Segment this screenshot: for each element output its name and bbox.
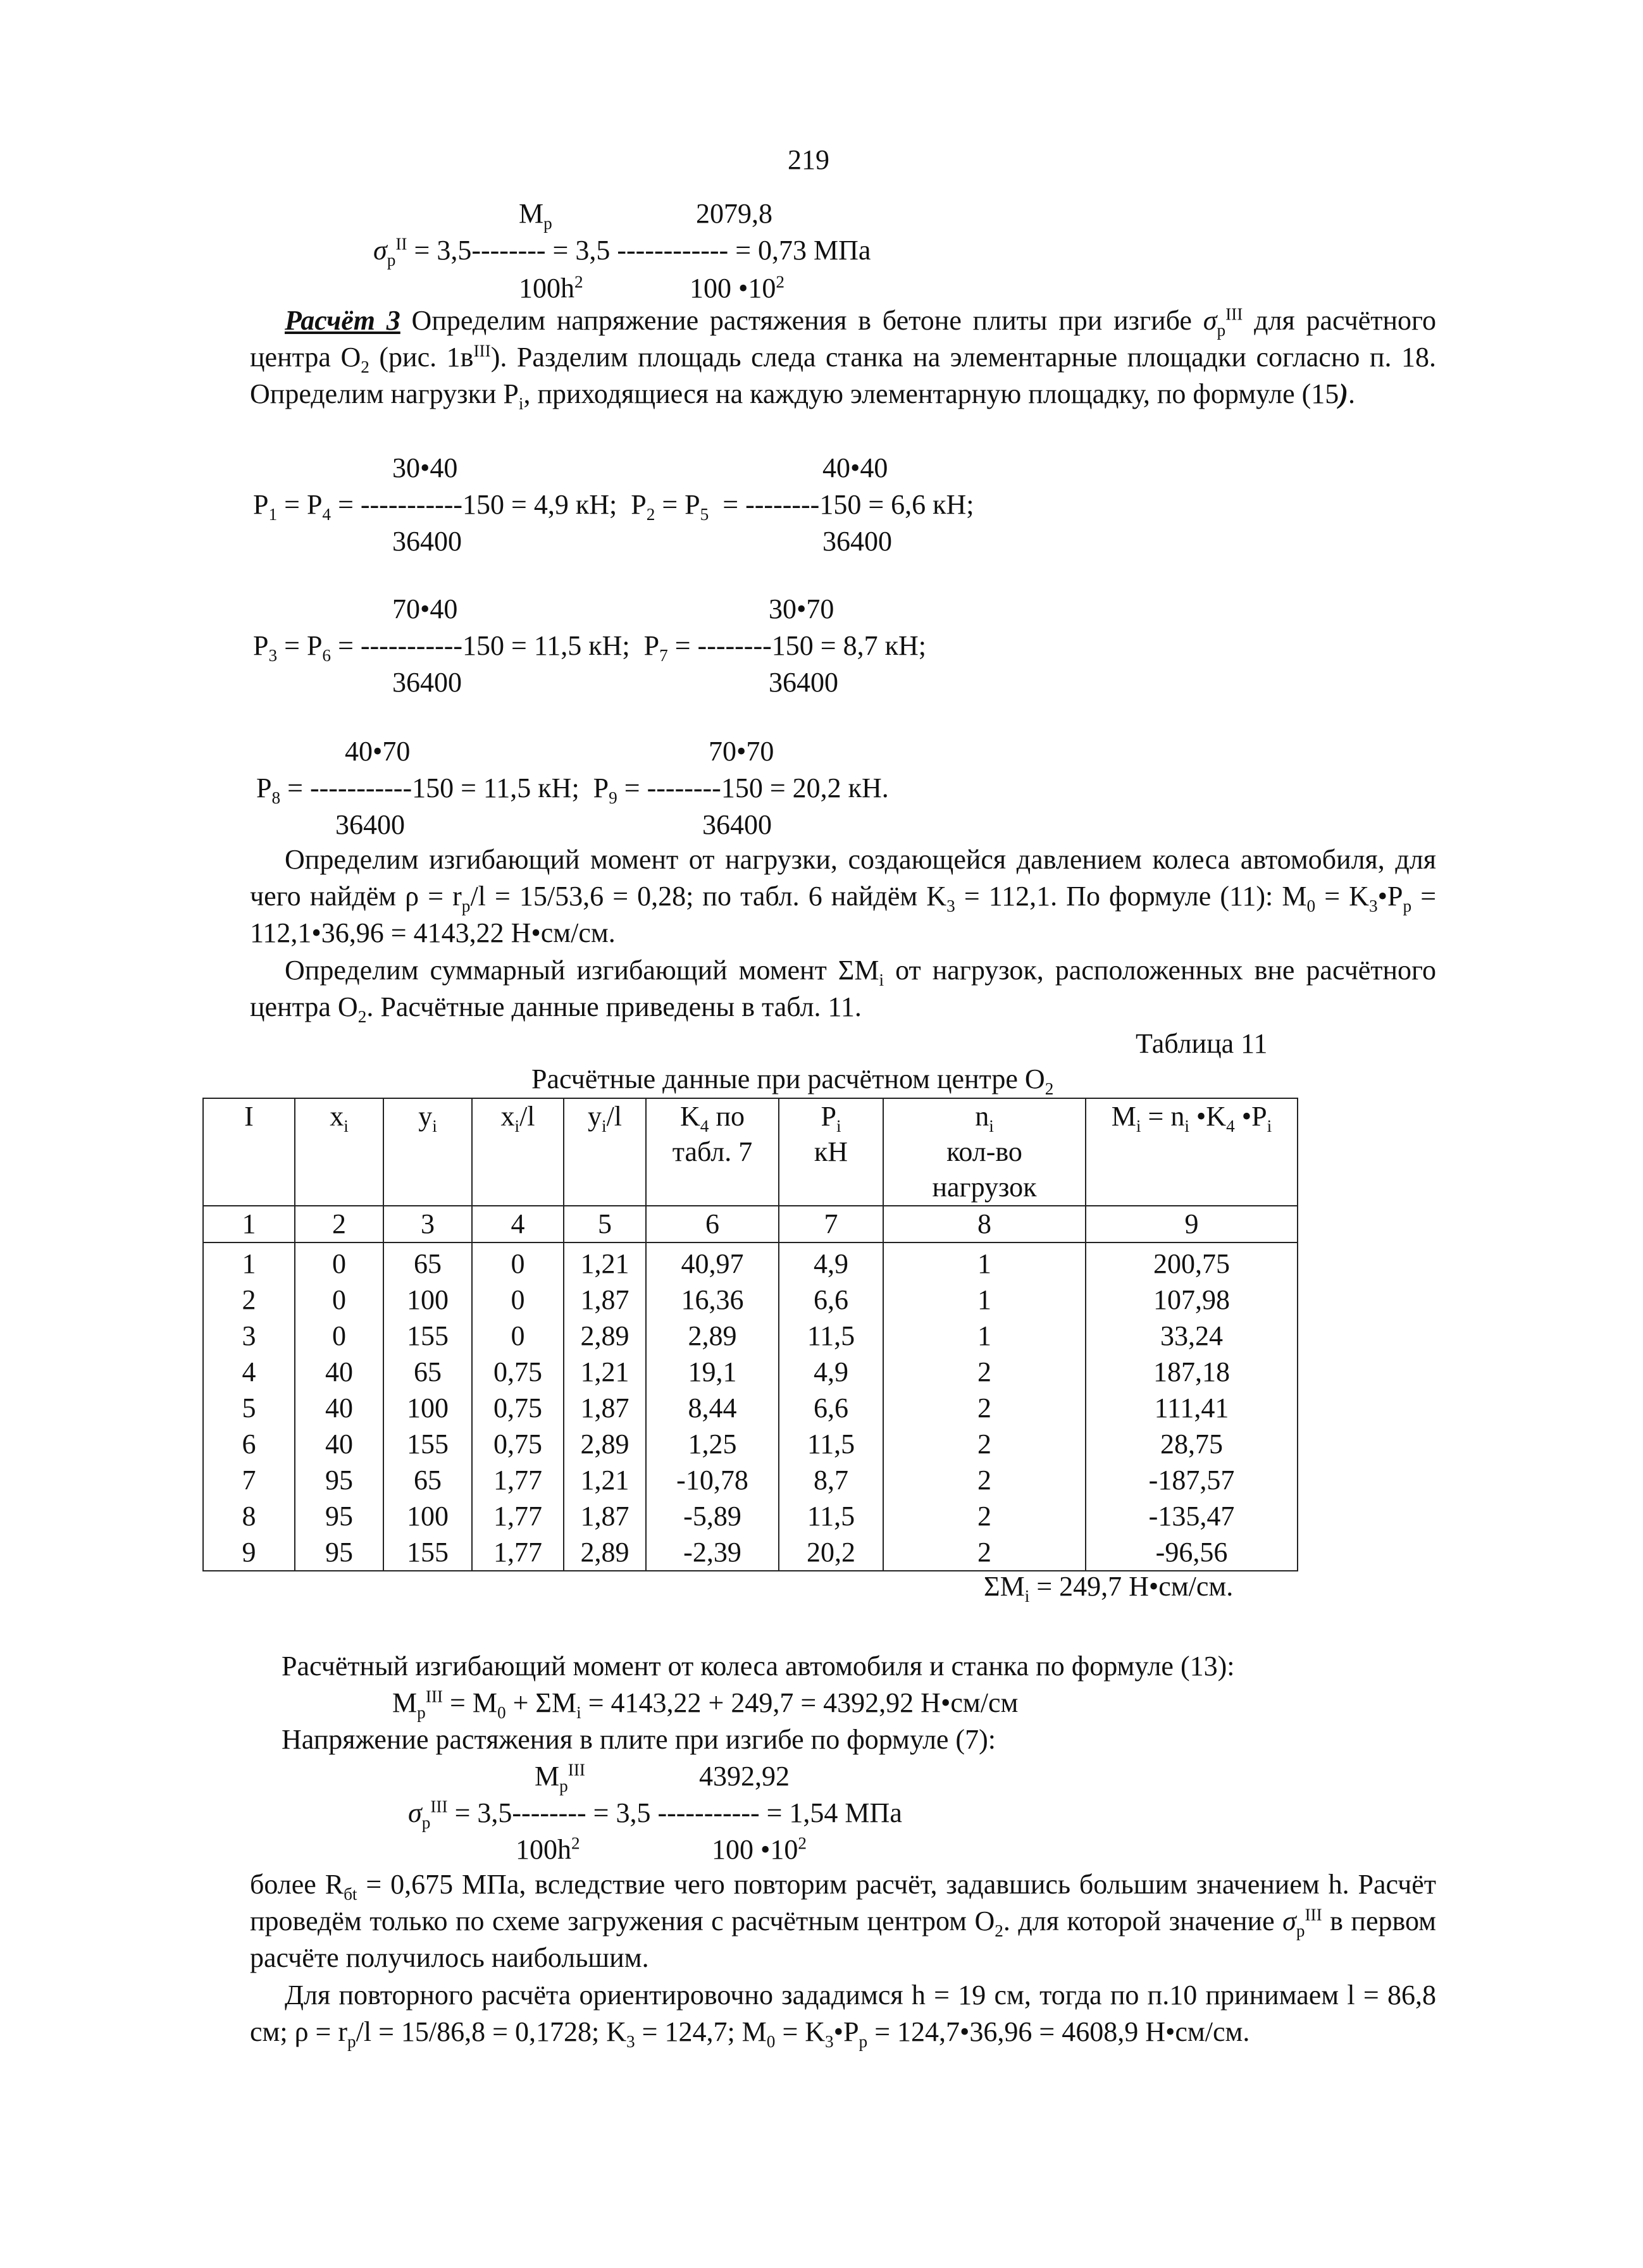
table-cell: 1,87 (564, 1498, 646, 1534)
formula-numerator: 40•70 (345, 736, 411, 767)
formula-numerator: $M_p^{III}$ (535, 1760, 586, 1795)
formula-numerator: 70•40 (392, 593, 458, 624)
table-cell: 8,7 (779, 1462, 883, 1498)
table-cell: 1,25 (646, 1426, 779, 1462)
calc3-heading: Расчёт 3 (285, 305, 400, 336)
table-label: Таблица 11 (1136, 1028, 1268, 1059)
table-row (203, 1390, 1298, 1426)
formula-denominator: 36400 (392, 526, 462, 557)
table-cell: 1,77 (472, 1534, 564, 1571)
formula-denominator: 100 $•10^2$ (712, 1833, 807, 1865)
table-cell: 0 (472, 1318, 564, 1354)
formula-denominator: 36400 (392, 667, 462, 698)
paragraph-design: Расчётный изгибающий момент от колеса автомобиля и станка по формуле (13): (282, 1651, 1235, 1682)
table-row (203, 1282, 1298, 1318)
formula-denominator: 36400 (702, 809, 772, 840)
table-cell: 1,87 (564, 1390, 646, 1426)
table-cell: 107,98 (1086, 1282, 1298, 1318)
table-cell: 2,89 (646, 1318, 779, 1354)
table-total: $\Sigma M_i = 249,7$ Н•см/см. (984, 1571, 1234, 1606)
table-header-cell: $P_i$ кН (779, 1098, 883, 1206)
formula-numerator: 70•70 (709, 736, 774, 767)
table-cell: 2 (883, 1390, 1086, 1426)
table-cell: 11,5 (779, 1318, 883, 1354)
table-cell: 0 (472, 1282, 564, 1318)
table-cell: 0 (472, 1242, 564, 1282)
table-cell: 0,75 (472, 1426, 564, 1462)
table-row (203, 1318, 1298, 1354)
formula-numerator: $M_p$ (519, 198, 552, 233)
table-cell: 40 (295, 1426, 383, 1462)
table-cell: 5 (203, 1390, 295, 1426)
table-cell: 4 (203, 1354, 295, 1390)
table-header-cell: $x_i/l$ (472, 1098, 564, 1206)
table-cell: 1 (203, 1242, 295, 1282)
table-cell: 9 (203, 1534, 295, 1571)
formula-line: $P_3 = P_6 = -----------150 = 11,5$ кН; $P_7 = --------150 = 8,7$ кН; (253, 630, 926, 665)
table-cell: 0 (295, 1282, 383, 1318)
table-cell: 0,75 (472, 1390, 564, 1426)
formula-line: $\sigma_p^{II} = 3,5-------- = 3,5$ ------------ = 0,73 МПа (373, 234, 871, 270)
table-cell: 3 (383, 1206, 472, 1242)
table-row (203, 1426, 1298, 1462)
table-cell: 2,89 (564, 1426, 646, 1462)
paragraph-stress: Напряжение растяжения в плите при изгибе по формуле (7): (282, 1724, 996, 1755)
table-row (203, 1498, 1298, 1534)
formula-denominator: $100h^2$ (519, 272, 583, 304)
formula-denominator: 100 $•10^2$ (690, 272, 785, 304)
formula-denominator: $100h^2$ (516, 1833, 580, 1865)
table-row (203, 1534, 1298, 1571)
table-cell: 0 (295, 1242, 383, 1282)
table-cell: 1,21 (564, 1462, 646, 1498)
table-cell: -187,57 (1086, 1462, 1298, 1498)
table-cell: 40 (295, 1390, 383, 1426)
table-cell: 65 (383, 1462, 472, 1498)
table-cell: 33,24 (1086, 1318, 1298, 1354)
table-cell: 65 (383, 1242, 472, 1282)
table-cell: 155 (383, 1318, 472, 1354)
table-cell: 1 (203, 1206, 295, 1242)
table-row (203, 1462, 1298, 1498)
table-cell: 8 (883, 1206, 1086, 1242)
table-column-numbers (203, 1206, 1298, 1242)
table-cell: 4,9 (779, 1242, 883, 1282)
table-cell: 5 (564, 1206, 646, 1242)
table-header-cell: $y_i/l$ (564, 1098, 646, 1206)
formula-numerator: 2079,8 (696, 198, 772, 229)
table-cell: 100 (383, 1390, 472, 1426)
table-row (203, 1242, 1298, 1282)
table-header-cell: $x_i$ (295, 1098, 383, 1206)
table-cell: 11,5 (779, 1426, 883, 1462)
table-cell: 95 (295, 1462, 383, 1498)
table-cell: 1 (883, 1242, 1086, 1282)
table-cell: 28,75 (1086, 1426, 1298, 1462)
table-cell: 1 (883, 1282, 1086, 1318)
table-header-cell: $n_i$ кол-во нагрузок (883, 1098, 1086, 1206)
table-cell: 155 (383, 1534, 472, 1571)
table-cell: 0 (295, 1318, 383, 1354)
formula-line: $P_1 = P_4 = -----------150 = 4,9$ кН; $P_2 = P_5 = --------150 = 6,6$ кН; (253, 489, 974, 524)
table-cell: 2,89 (564, 1534, 646, 1571)
table-cell: 6,6 (779, 1390, 883, 1426)
table-cell: 111,41 (1086, 1390, 1298, 1426)
table-header-row (203, 1098, 1298, 1206)
table-cell: -5,89 (646, 1498, 779, 1534)
table-cell: 2 (883, 1426, 1086, 1462)
table-cell: 7 (779, 1206, 883, 1242)
page-number: 219 (788, 144, 829, 175)
table-header-cell: I (203, 1098, 295, 1206)
paragraph-repeat: Для повторного расчёта ориентировочно зададимся h = 19 см, тогда по п.10 принимаем l = 86,8 см; $\rho = r_p/l = 15/86,8 = 0,1728$; $K_3 = 124,7$; $M_0$ = $K_3•P_p$ = 124,7•36,96 = 4608,9 Н•см/см. (250, 1980, 1436, 2051)
table-cell: 100 (383, 1282, 472, 1318)
table-cell: 20,2 (779, 1534, 883, 1571)
formula-numerator: 30•70 (769, 593, 834, 624)
table-cell: 19,1 (646, 1354, 779, 1390)
table-cell: 100 (383, 1498, 472, 1534)
table-caption: Расчётные данные при расчётном центре $O_2$ (531, 1063, 1054, 1098)
table-cell: 6 (203, 1426, 295, 1462)
table-cell: 2 (295, 1206, 383, 1242)
table-cell: 200,75 (1086, 1242, 1298, 1282)
formula-numerator: 4392,92 (699, 1761, 790, 1792)
table-cell: 4,9 (779, 1354, 883, 1390)
paragraph-moment: Определим изгибающий момент от нагрузки, создающейся давлением колеса автомобиля, для чего найдём $\rho = r_p/l = 15/53,6 = 0,28$; по табл. 6 найдём $K_3 = 112,1$. По формуле (11): $M_0$ = $K_3•P_p$ = 112,1•36,96 = 4143,22 Н•см/см. (250, 844, 1437, 948)
table-cell: 95 (295, 1498, 383, 1534)
table-cell: 1,77 (472, 1498, 564, 1534)
table-cell: 187,18 (1086, 1354, 1298, 1390)
table-cell: 0,75 (472, 1354, 564, 1390)
table-cell: 155 (383, 1426, 472, 1462)
table-cell: 1,87 (564, 1282, 646, 1318)
table-cell: 16,36 (646, 1282, 779, 1318)
formula-design-moment: $M_p^{III} = M_0 + \Sigma M_i = 4143,22 + 249,7 = 4392,92$ Н•см/см (392, 1687, 1019, 1722)
table-cell: 1,21 (564, 1242, 646, 1282)
table-cell: 4 (472, 1206, 564, 1242)
table-cell: 1 (883, 1318, 1086, 1354)
formula-line: $\sigma_p^{III} = 3,5-------- = 3,5$ ----------- = 1,54 МПа (408, 1797, 902, 1832)
table-cell: 11,5 (779, 1498, 883, 1534)
table-cell: 40 (295, 1354, 383, 1390)
table-cell: -96,56 (1086, 1534, 1298, 1571)
paragraph-more: более $R_{бt} = 0,675$ МПа, вследствие чего повторим расчёт, задавшись большим значением h. Расчёт проведём только по схеме загружения с расчётным центром $O_2$. для которой значение $\sigma_p^{III}$ в первом расчёте получилось наибольшим. (250, 1869, 1437, 1973)
calc-table (202, 1098, 1298, 1571)
formula-denominator: 36400 (335, 809, 405, 840)
table-cell: -2,39 (646, 1534, 779, 1571)
paragraph-calc3: Расчёт 3 Определим напряжение растяжения в бетоне плиты при изгибе $\sigma_p^{III}$ для расчётного центра $O_2$ (рис. $1в^{III}$). Разделим площадь следа станка на элементарные площадки согласно п. 18. Определим нагрузки $P_i$, приходящиеся на каждую элементарную площадку, по формуле (15). (250, 304, 1437, 413)
table-cell: -10,78 (646, 1462, 779, 1498)
table-cell: 8,44 (646, 1390, 779, 1426)
table-cell: 1,77 (472, 1462, 564, 1498)
formula-denominator: 36400 (822, 526, 892, 557)
table-cell: 2 (203, 1282, 295, 1318)
table-cell: 6 (646, 1206, 779, 1242)
table-cell: 6,6 (779, 1282, 883, 1318)
table-cell: 2 (883, 1462, 1086, 1498)
paragraph-sum: Определим суммарный изгибающий момент $\Sigma M_i$ от нагрузок, расположенных вне расчётного центра $O_2$. Расчётные данные приведены в табл. 11. (250, 955, 1436, 1026)
table-cell: 3 (203, 1318, 295, 1354)
table-row (203, 1354, 1298, 1390)
formula-numerator: 30•40 (392, 452, 458, 483)
table-cell: 65 (383, 1354, 472, 1390)
table-cell: 2,89 (564, 1318, 646, 1354)
formula-numerator: 40•40 (822, 452, 888, 483)
table-header-cell: $M_i = n_i$ $•K_4$ $•P_i$ (1086, 1098, 1298, 1206)
table-cell: 9 (1086, 1206, 1298, 1242)
formula-denominator: 36400 (769, 667, 838, 698)
table-cell: 8 (203, 1498, 295, 1534)
table-cell: 7 (203, 1462, 295, 1498)
table-header-cell: $y_i$ (383, 1098, 472, 1206)
table-cell: 40,97 (646, 1242, 779, 1282)
table-cell: 2 (883, 1498, 1086, 1534)
table-cell: 2 (883, 1534, 1086, 1571)
table-cell: -135,47 (1086, 1498, 1298, 1534)
table-cell: 95 (295, 1534, 383, 1571)
table-cell: 2 (883, 1354, 1086, 1390)
table-header-cell: $K_4$ по табл. 7 (646, 1098, 779, 1206)
formula-line: $P_8 = -----------150 = 11,5$ кН; $P_9 = --------150 = 20,2$ кН. (256, 772, 889, 807)
table-cell: 1,21 (564, 1354, 646, 1390)
